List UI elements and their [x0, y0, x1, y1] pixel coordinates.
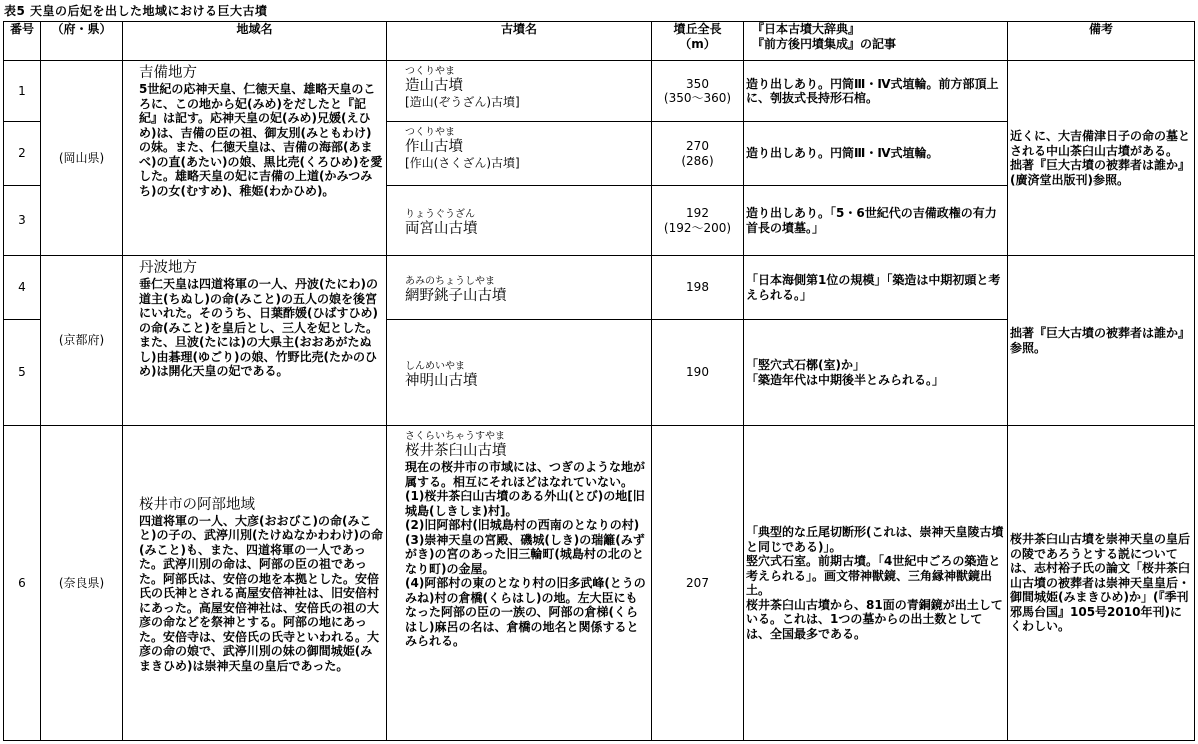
note-cell: 造り出しあり。円筒Ⅲ・Ⅳ式埴輪。前方部頂上に、刳抜式長持形石棺。: [744, 61, 1008, 122]
note-line-1: 「竪穴式石槨(室)か」: [746, 358, 865, 372]
kofun-cell: [387, 186, 652, 256]
region-title: 吉備地方: [139, 65, 197, 81]
length-cell: [652, 122, 744, 186]
length-value: 192: [686, 206, 709, 220]
kofun-cell: [387, 256, 652, 320]
region-description: 5世紀の応神天皇、仁徳天皇、雄略天皇のころに、この地から妃(みめ)をだしたと『記紀』は記す。応神天皇の妃(みめ)兄媛(えひめ)は、吉備の臣の祖、御友別(みともわけ)の妹。また、仁徳天皇は、吉備の海部(あまべ)の直(あたい)の娘、黒比売(くろひめ)を愛した。雄略天皇の妃に吉備の上道(かみつみち)の女(むすめ)、稚姫(わかひめ)。: [139, 82, 383, 198]
header-region: 地域名: [123, 22, 387, 61]
kofun-alt-name: [作山(さくざん)古墳]: [405, 156, 520, 170]
kofun-cell: [387, 61, 652, 122]
length-cell: [652, 186, 744, 256]
length-cell: 190: [652, 320, 744, 426]
length-range: (192～200): [663, 220, 732, 235]
row-number: 4: [4, 256, 41, 320]
region-cell: [123, 426, 387, 741]
length-value: 350: [686, 76, 709, 91]
region-cell: [123, 61, 387, 256]
kofun-reading: つくりやま: [405, 66, 455, 77]
header-source-line1: 『日本古墳大辞典』: [752, 22, 861, 36]
kofun-cell: [387, 122, 652, 186]
remarks-cell: 桜井茶臼山古墳を崇神天皇の皇后の陵であろうとする説については、志村裕子氏の論文「桜井茶臼山古墳の被葬者は崇神天皇皇后・御間城姫(みまきひめ)か」(『季刊邪馬台国』105号2010年刊)にくわしい。: [1008, 426, 1195, 741]
prefecture-cell: (岡山県): [41, 61, 123, 256]
row-number: 3: [4, 186, 41, 256]
kofun-reading: りょうぐうざん: [405, 208, 475, 220]
header-num: 番号: [4, 22, 41, 61]
note-line-2: 「築造年代は中期後半とみられる。」: [746, 372, 945, 387]
region-title: 桜井市の阿部地域: [139, 496, 255, 513]
header-remarks: 備考: [1008, 22, 1195, 61]
length-range: (350～360): [663, 91, 732, 105]
region-title: 丹波地方: [139, 260, 197, 276]
kofun-reading: さくらいちゃうすやま: [405, 431, 505, 442]
length-cell: 207: [652, 426, 744, 741]
header-kofun: 古墳名: [387, 22, 652, 61]
header-row: [4, 22, 1195, 61]
note-cell: [744, 320, 1008, 426]
remarks-cell: 拙著『巨大古墳の被葬者は誰か』参照。: [1008, 256, 1195, 426]
note-cell: 「日本海側第1位の規模」「築造は中期初頭と考えられる。」: [744, 256, 1008, 320]
kofun-reading: つくりやま: [405, 127, 455, 138]
table-row: [4, 426, 1195, 741]
kofun-name: 両宮山古墳: [405, 220, 478, 237]
kofun-alt-name: [造山(ぞうざん)古墳]: [405, 95, 520, 109]
header-length-line2: （m）: [679, 36, 716, 51]
note-cell: 造り出しあり。「5・6世紀代の吉備政権の有力首長の墳墓。」: [744, 186, 1008, 256]
header-length-line1: 墳丘全長: [673, 22, 722, 36]
row-number: 6: [4, 426, 41, 741]
length-cell: [652, 61, 744, 122]
note-cell: 「典型的な丘尾切断形(これは、崇神天皇陵古墳と同じである)」。 竪穴式石室。前期古墳。「4世紀中ごろの築造と考えられる」。画文帯神獣鏡、三角縁神獣鏡出土。 桜井茶臼山古墳から、81面の青銅鏡が出土している。これは、1つの墓からの出土数としては、全国最多である。: [744, 426, 1008, 741]
kofun-name: 造山古墳: [405, 78, 463, 94]
prefecture-cell: (京都府): [41, 256, 123, 426]
kofun-name: 作山古墳: [405, 139, 463, 155]
kofun-cell: [387, 426, 652, 741]
region-cell: [123, 256, 387, 426]
length-value: 270: [686, 139, 709, 153]
row-number: 2: [4, 122, 41, 186]
remarks-cell: 近くに、大吉備津日子の命の墓とされる中山茶臼山古墳がある。 拙著『巨大古墳の被葬者は誰か』(廣済堂出版刊)参照。: [1008, 61, 1195, 256]
kofun-name: 網野銚子山古墳: [405, 287, 507, 304]
note-cell: 造り出しあり。円筒Ⅲ・Ⅳ式埴輪。: [744, 122, 1008, 186]
kofun-reading: あみのちょうしやま: [405, 275, 495, 287]
length-cell: 198: [652, 256, 744, 320]
header-source: [744, 22, 1008, 61]
header-pref: （府・県）: [41, 22, 123, 61]
row-number: 1: [4, 61, 41, 122]
kofun-cell: [387, 320, 652, 426]
row-number: 5: [4, 320, 41, 426]
table-row: [4, 256, 1195, 320]
region-description: 垂仁天皇は四道将軍の一人、丹波(たにわ)の道主(ちぬし)の命(みこと)の五人の娘を後宮にいれた。そのうち、日葉酢媛(ひばすひめ)の命(みこと)を皇后とし、三人を妃とした。また、旦波(たには)の大県主(おおあがたぬし)由碁理(ゆごり)の娘、竹野比売(たかのひめ)は開化天皇の妃である。: [139, 277, 378, 378]
kofun-table: [3, 21, 1195, 741]
table-caption: 表5 天皇の后妃を出した地域における巨大古墳: [4, 4, 268, 18]
header-length: [652, 22, 744, 61]
prefecture-cell: (奈良県): [41, 426, 123, 741]
table-row: [4, 61, 1195, 122]
kofun-name: 神明山古墳: [405, 372, 478, 389]
region-description: 四道将軍の一人、大彦(おおびこ)の命(みこと)の子の、武渟川別(たけぬなかわわけ)の命(みこと)も、また、四道将軍の一人であった。武渟川別の命は、阿部の臣の祖であった。阿部氏は、安倍の地を本拠とした。安倍氏の氏神とされる高屋安倍神社は、旧安倍村にあった。高屋安倍神社は、安倍氏の祖の大彦の命などを祭神とする。阿部の地にあった。安倍寺は、安倍氏の氏寺といわれる。大彦の命の娘で、武渟川別の妹の御間城姫(みまきひめ)は崇神天皇の皇后であった。: [139, 513, 383, 673]
kofun-detail: 現在の桜井市の市域には、つぎのような地が属する。相互にそれほどはなれていない。 (1)桜井茶臼山古墳のある外山(とび)の地[旧城島(しきしま)村]。 (2)旧阿部村(旧城島村の西南のとなりの村) (3)崇神天皇の宮殿、磯城(しき)の瑞籬(みずがき)の宮のあった旧三輪町(城島村の北のとなり町)の金屋。 (4)阿部村の東のとなり村の旧多武峰(とうのみね)村の倉橋(くらはし)の地。左大臣にもなった阿部の臣の一族の、阿部の倉梯(くらはし)麻呂の名は、倉橋の地名と関係するとみられる。: [405, 460, 646, 648]
kofun-reading: しんめいやま: [405, 360, 465, 372]
length-range: (286): [681, 153, 714, 168]
header-source-line2: 『前方後円墳集成』の記事: [752, 36, 897, 51]
kofun-name: 桜井茶臼山古墳: [405, 443, 507, 459]
